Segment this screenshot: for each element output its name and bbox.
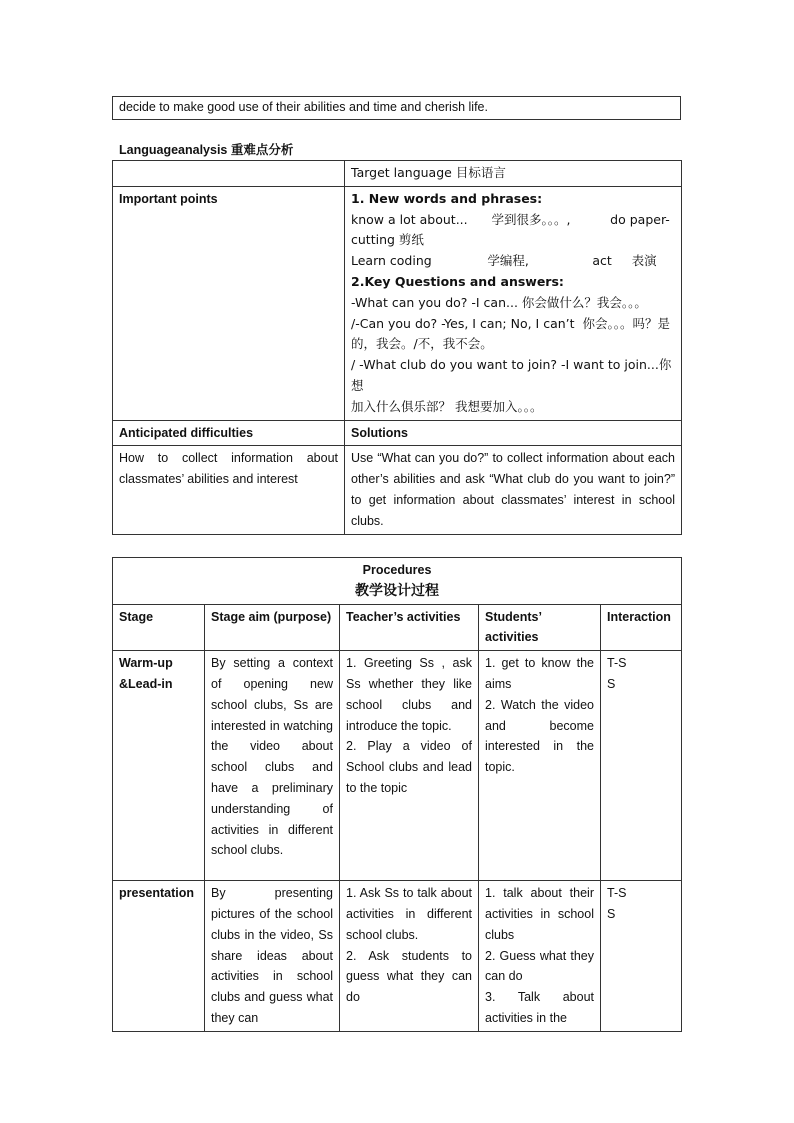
- teacher-cell: [340, 651, 479, 881]
- header-stage-aim: Stage aim (purpose): [205, 604, 340, 651]
- important-points-content: [345, 186, 682, 420]
- interaction-item: T-S: [607, 656, 627, 671]
- important-line: 加入什么俱乐部？ 我想要加入。。。: [351, 398, 543, 414]
- students-cell: [479, 651, 601, 881]
- header-students-activities: Students’ activities: [479, 604, 601, 651]
- language-analysis-heading: Languageanalysis 重难点分析: [119, 143, 294, 157]
- solution-text: Use “What can you do?” to collect information about each other’s abilities and ask “What club do you want to join?” to get information about classmates’ interest in school clubs.: [345, 446, 682, 534]
- header-teacher-activities: Teacher’s activities: [340, 604, 479, 651]
- student-activity: 1. talk about their activities in school clubs: [485, 886, 594, 942]
- header-interaction: Interaction: [601, 604, 682, 651]
- students-cell: [479, 881, 601, 1032]
- teacher-activity: 1. Greeting Ss , ask Ss whether they like school clubs and introduce the topic.: [346, 656, 472, 733]
- top-continuation-table: [112, 96, 681, 120]
- header-stage: Stage: [113, 604, 205, 651]
- procedures-table: [112, 557, 682, 1032]
- interaction-item: T-S: [607, 886, 627, 901]
- table-row: [113, 881, 682, 1032]
- procedures-title-en: Procedures: [362, 563, 432, 577]
- student-activity: 1. get to know the aims: [485, 656, 594, 691]
- language-analysis-table: [112, 160, 682, 535]
- student-activity: 3. Talk about activities in the: [485, 990, 594, 1025]
- important-line: 1. New words and phrases:: [351, 190, 543, 206]
- lang-header-empty: [113, 161, 345, 187]
- teacher-activity: 1. Ask Ss to talk about activities in different school clubs.: [346, 886, 472, 942]
- stage-cell: Warm-up &Lead-in: [113, 651, 205, 881]
- aim-cell: By setting a context of opening new school clubs, Ss are interested in watching the video about school clubs and have a preliminary understanding of activities in different school clubs.: [205, 651, 340, 881]
- table-row: [113, 651, 682, 881]
- important-line: know a lot about... 学到很多。。。, do paper-: [351, 211, 670, 227]
- important-line: /-Can you do? -Yes, I can; No, I can’t 你会。。。吗？是: [351, 315, 670, 331]
- important-line: cutting 剪纸: [351, 232, 424, 248]
- aim-cell: By presenting pictures of the school clubs in the video, Ss share ideas about activities in school clubs and guess what they can: [205, 881, 340, 1032]
- interaction-cell: [601, 881, 682, 1032]
- procedures-title-cn: 教学设计过程: [355, 582, 440, 599]
- solutions-label: Solutions: [345, 420, 682, 446]
- procedures-title-cell: [113, 558, 682, 605]
- target-language-header: Target language 目标语言: [345, 161, 682, 187]
- teacher-activity: 2. Play a video of School clubs and lead to the topic: [346, 739, 472, 795]
- top-continuation-cell: decide to make good use of their abilities and time and cherish life.: [113, 97, 681, 120]
- important-line: / -What club do you want to join? -I want to join...你想: [351, 357, 672, 393]
- interaction-cell: [601, 651, 682, 881]
- stage-cell: presentation: [113, 881, 205, 1032]
- interaction-item: S: [607, 676, 616, 691]
- teacher-activity: 2. Ask students to guess what they can do: [346, 948, 472, 1005]
- student-activity: 2. Guess what they can do: [485, 948, 594, 984]
- important-line: 的，我会。/不，我不会。: [351, 336, 493, 352]
- important-line: 2.Key Questions and answers:: [351, 273, 564, 289]
- difficulty-text: How to collect information about classmates’ abilities and interest: [113, 446, 345, 534]
- important-points-label: Important points: [113, 186, 345, 420]
- important-line: Learn coding 学编程, act 表演: [351, 253, 657, 269]
- teacher-cell: [340, 881, 479, 1032]
- difficulties-label: Anticipated difficulties: [113, 420, 345, 446]
- student-activity: 2. Watch the video and become interested in the topic.: [485, 697, 594, 775]
- important-line: -What can you do? -I can... 你会做什么？我会。。。: [351, 294, 647, 310]
- interaction-item: S: [607, 906, 616, 921]
